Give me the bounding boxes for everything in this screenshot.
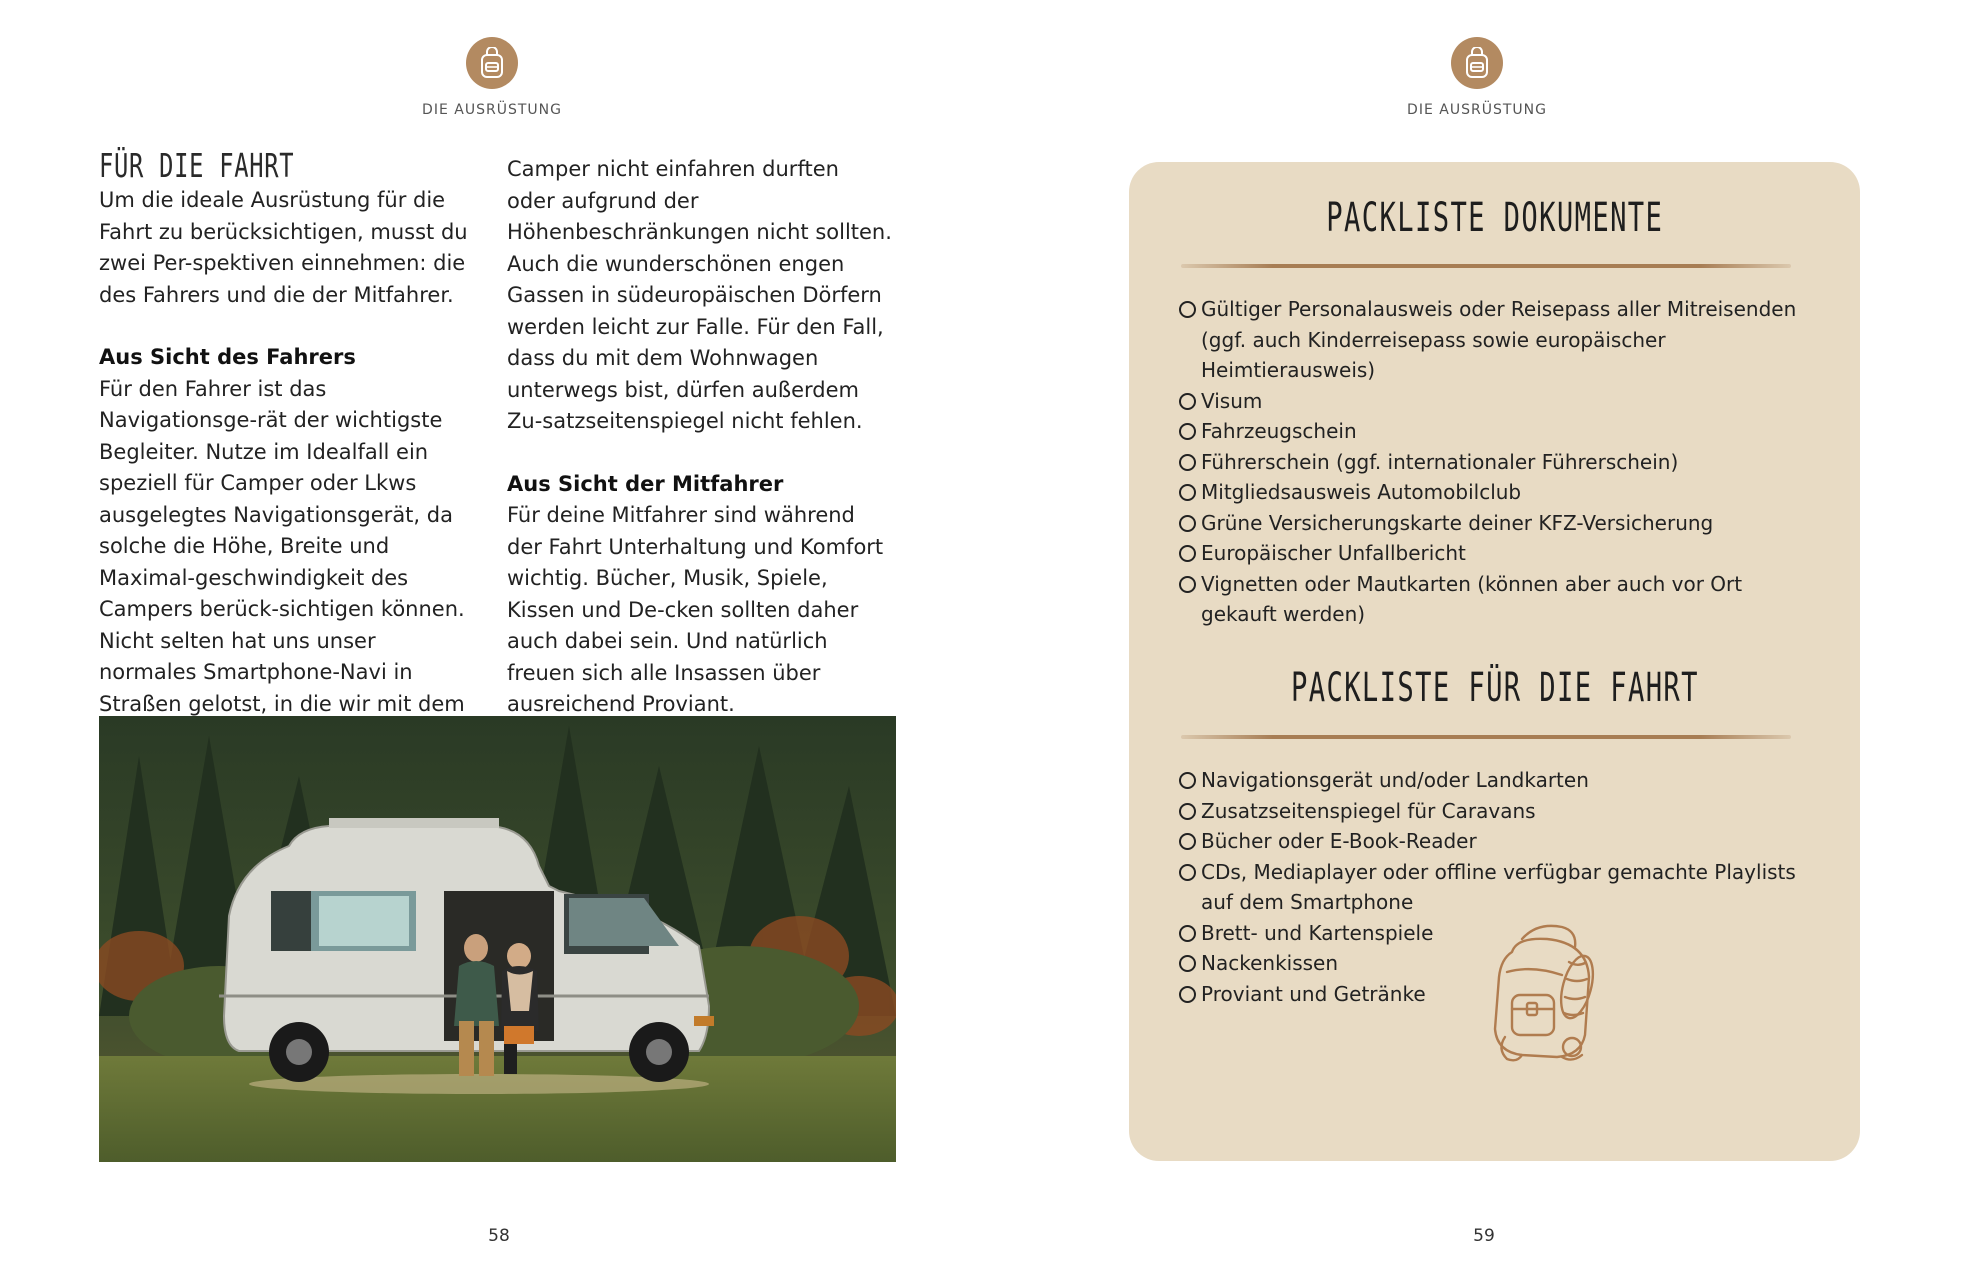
page-number: 59 xyxy=(1473,1226,1495,1246)
checklist-item: Visum xyxy=(1179,386,1819,417)
trip-title: PACKLISTE FÜR DIE FAHRT xyxy=(1290,665,1699,711)
checklist-item: Brett- und Kartenspiele xyxy=(1179,918,1819,949)
checklist-item: Zusatzseitenspiegel für Caravans xyxy=(1179,796,1819,827)
divider xyxy=(1181,264,1791,268)
documents-title: PACKLISTE DOKUMENTE xyxy=(1326,195,1663,241)
backpack-icon xyxy=(1451,37,1503,89)
checklist-item: Navigationsgerät und/oder Landkarten xyxy=(1179,765,1819,796)
driver-paragraph: Für den Fahrer ist das Navigationsge-rät der wichtigste Begleiter. Nutze im Idealfall ein speziell für Camper oder Lkws ausgelegtes Navigationsgerät, da solche die Höhe, Breite und Maximal-geschwindigkeit des Campers berück-sichtigen können. Nicht selten hat uns unser normales Smartphone-Navi in Straßen gelotst, in die wir mit dem xyxy=(99,376,465,716)
checklist-item: Proviant und Getränke xyxy=(1179,979,1819,1010)
backpack-icon xyxy=(466,37,518,89)
checklist-item: Gültiger Personalausweis oder Reisepass aller Mitreisenden (ggf. auch Kinderreisepass sowie europäischer Heimtierausweis) xyxy=(1179,294,1819,386)
text-column-2 xyxy=(507,154,892,721)
page-heading: FÜR DIE FAHRT xyxy=(99,146,295,185)
checklist-item: Führerschein (ggf. internationaler Führerschein) xyxy=(1179,447,1819,478)
backpack-illustration xyxy=(1477,917,1607,1067)
text-column-1 xyxy=(99,185,477,720)
section-label: DIE AUSRÜSTUNG xyxy=(1407,102,1547,118)
camper-van-photo xyxy=(99,716,896,1162)
checklist-item: Mitgliedsausweis Automobilclub xyxy=(1179,477,1819,508)
intro-paragraph: Um die ideale Ausrüstung für die Fahrt zu berücksichtigen, musst du zwei Per-spektiven einnehmen: die des Fahrers und die der Mitfahrer. xyxy=(99,188,468,307)
checklist-item: Bücher oder E-Book-Reader xyxy=(1179,826,1819,857)
checklist-item: Vignetten oder Mautkarten (können aber auch vor Ort gekauft werden) xyxy=(1179,569,1819,630)
checklist-item: Fahrzeugschein xyxy=(1179,416,1819,447)
checklist-item: Europäischer Unfallbericht xyxy=(1179,538,1819,569)
packlist-panel xyxy=(1129,162,1860,1161)
checklist-item: CDs, Mediaplayer oder offline verfügbar gemachte Playlists auf dem Smartphone xyxy=(1179,857,1819,918)
continued-paragraph: Camper nicht einfahren durften oder aufgrund der Höhenbeschränkungen nicht sollten. Auch die wunderschönen engen Gassen in südeuropäischen Dörfern werden leicht zur Falle. Für den Fall, dass du mit dem Wohnwagen unterwegs bist, dürfen außerdem Zu-satzseitenspiegel nicht fehlen. xyxy=(507,157,892,433)
divider xyxy=(1181,735,1791,739)
checklist-item: Grüne Versicherungskarte deiner KFZ-Versicherung xyxy=(1179,508,1819,539)
checklist-item: Nackenkissen xyxy=(1179,948,1819,979)
documents-checklist xyxy=(1179,294,1819,630)
left-page xyxy=(0,0,984,1280)
section-label: DIE AUSRÜSTUNG xyxy=(422,102,562,118)
page-number: 58 xyxy=(488,1226,510,1246)
right-page xyxy=(985,0,1969,1280)
driver-subheading: Aus Sicht des Fahrers xyxy=(99,345,356,369)
passenger-paragraph: Für deine Mitfahrer sind während der Fahrt Unterhaltung und Komfort wichtig. Bücher, Musik, Spiele, Kissen und De-cken sollten daher auch dabei sein. Und natürlich freuen sich alle Insassen über ausreichend Proviant. xyxy=(507,503,884,716)
passenger-subheading: Aus Sicht der Mitfahrer xyxy=(507,471,784,496)
